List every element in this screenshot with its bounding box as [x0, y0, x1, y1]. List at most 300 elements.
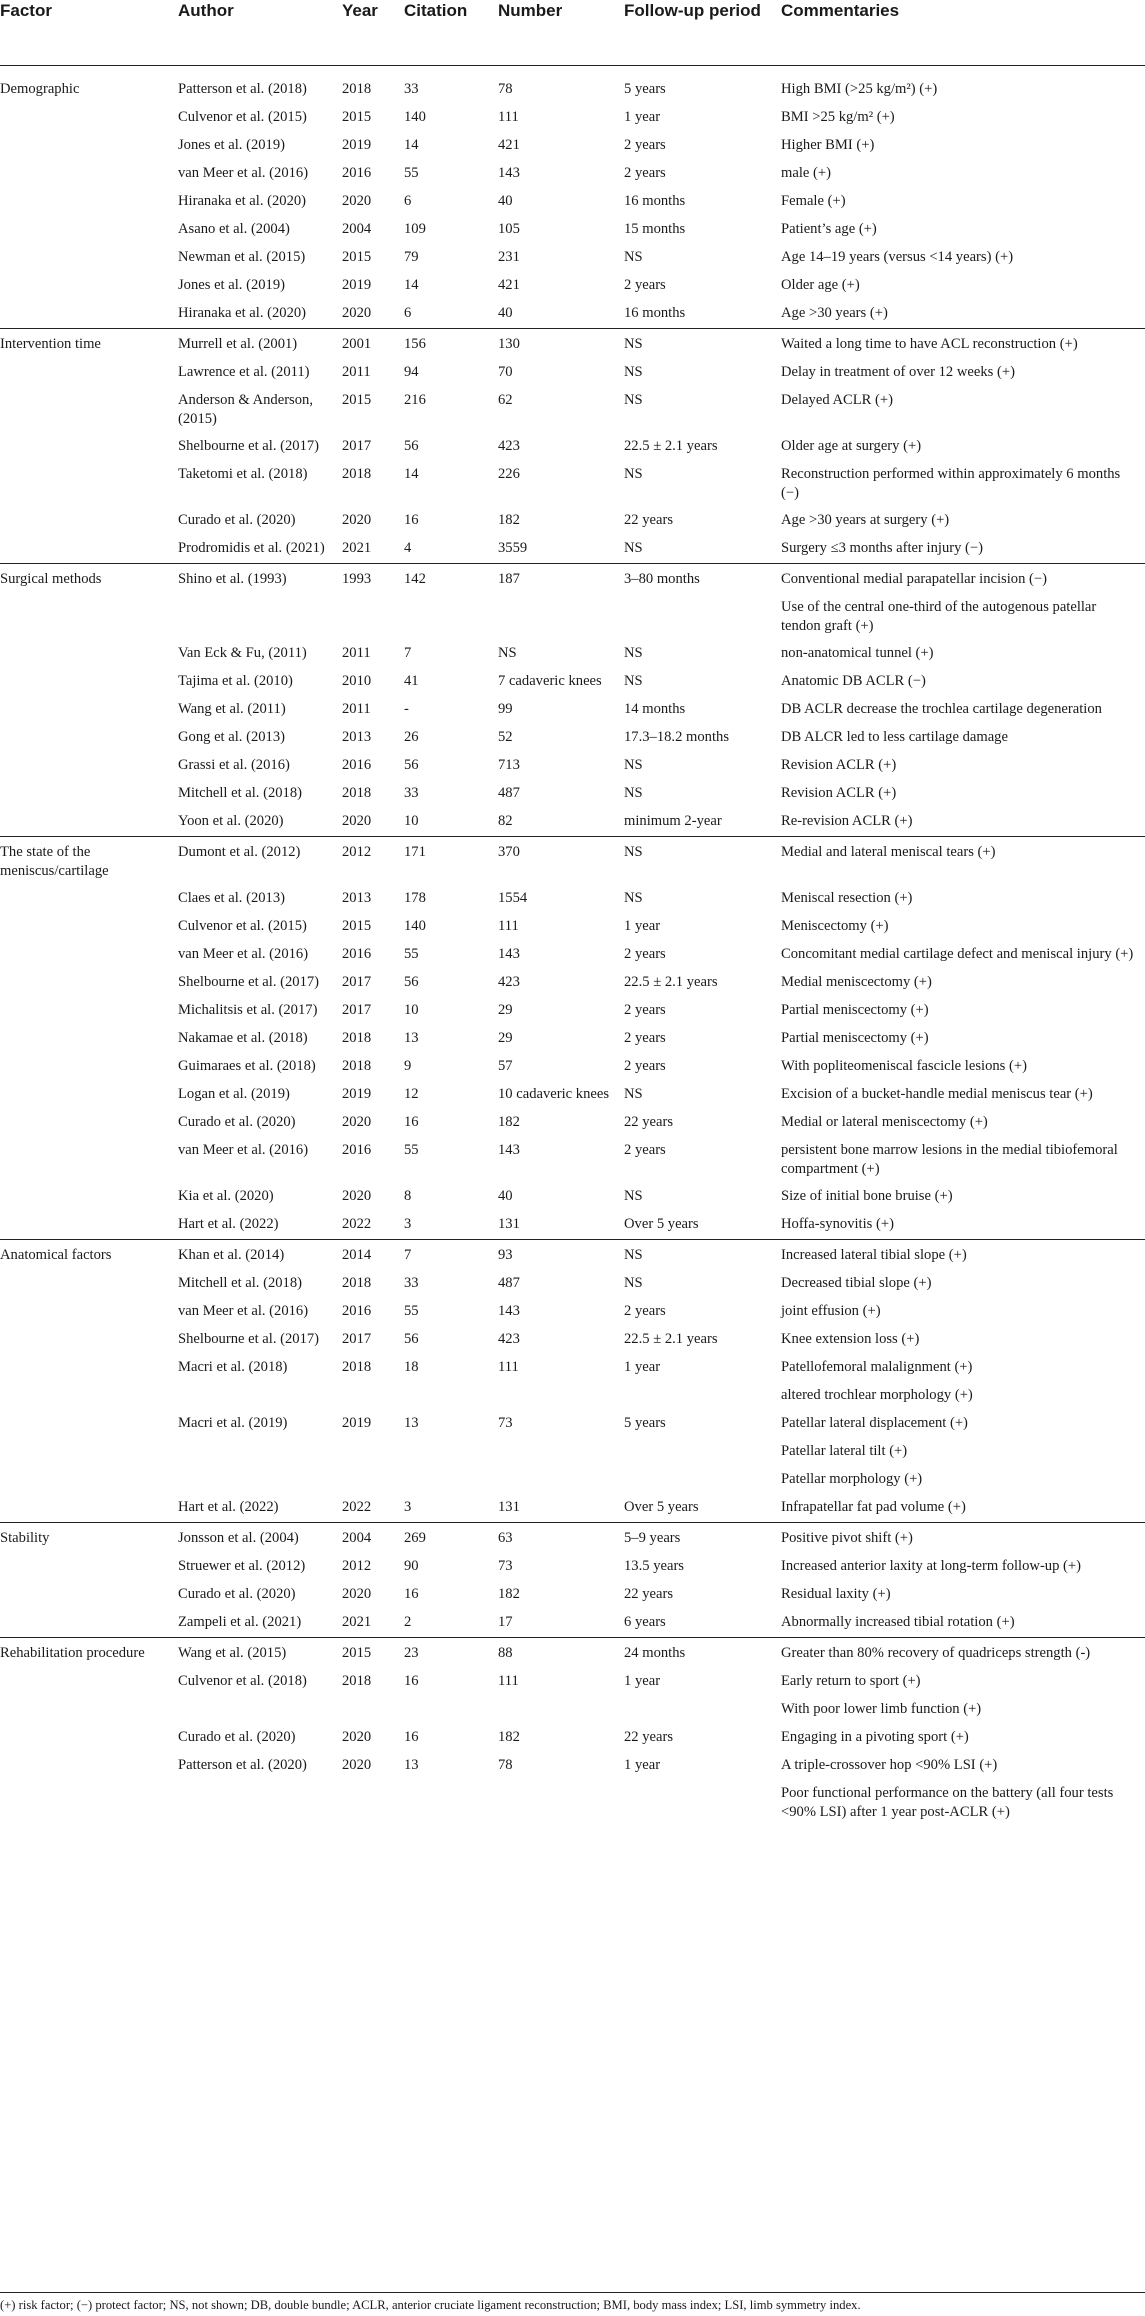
cell-citation: 171: [404, 837, 498, 886]
cell-number: 226: [498, 466, 520, 482]
cell-author: [178, 1438, 342, 1466]
table-row: [0, 837, 1145, 886]
cell-number: 88: [498, 1638, 624, 1669]
cell-number: 70: [498, 364, 513, 380]
cell-follow-up-period: 22 years: [624, 1729, 674, 1745]
cell-number: 182: [498, 512, 520, 528]
cell-commentary: Conventional medial parapatellar incision (−): [781, 564, 1145, 595]
cell-author: Khan et al. (2014): [178, 1240, 342, 1271]
cell-author: Culvenor et al. (2018): [178, 1673, 307, 1689]
cell-author: Logan et al. (2019): [178, 1086, 290, 1102]
cell-author: Shelbourne et al. (2017): [178, 1331, 320, 1347]
cell-factor-empty: [0, 1466, 178, 1494]
cell-commentary: Older age at surgery (+): [781, 438, 922, 454]
cell-citation: 16: [404, 1673, 419, 1689]
cell-follow-up-period: 13.5 years: [624, 1558, 684, 1574]
cell-factor-empty: [0, 1382, 178, 1410]
header-factor: Factor: [0, 0, 178, 66]
cell-commentary: Female (+): [781, 193, 846, 209]
cell-number: 130: [498, 329, 624, 360]
cell-year: 2015: [342, 392, 372, 408]
cell-citation: 16: [404, 1114, 419, 1130]
cell-number: [498, 1780, 624, 1826]
table-row: [0, 1668, 1145, 1696]
cell-number: 99: [498, 701, 513, 717]
cell-author: Asano et al. (2004): [178, 221, 290, 237]
cell-commentary: Positive pivot shift (+): [781, 1523, 1145, 1554]
cell-commentary: Increased anterior laxity at long-term follow-up (+): [781, 1558, 1081, 1574]
cell-citation: [404, 594, 498, 640]
cell-factor-empty: [0, 1581, 178, 1609]
cell-year: 2019: [342, 1415, 372, 1431]
cell-follow-up-period: [624, 1438, 781, 1466]
cell-author: Hiranaka et al. (2020): [178, 193, 307, 209]
cell-factor: The state of the meniscus/cartilage: [0, 837, 178, 886]
table-row: [0, 1137, 1145, 1183]
cell-number: 423: [498, 974, 520, 990]
cell-commentary: Surgery ≤3 months after injury (−): [781, 540, 984, 556]
cell-number: 40: [498, 305, 513, 321]
cell-author: Culvenor et al. (2015): [178, 109, 307, 125]
cell-author: Patterson et al. (2018): [178, 81, 307, 97]
cell-citation: 55: [404, 946, 419, 962]
cell-factor-empty: [0, 160, 178, 188]
cell-number: 3559: [498, 540, 528, 556]
cell-author: Curado et al. (2020): [178, 1729, 296, 1745]
cell-author: Wang et al. (2015): [178, 1638, 342, 1669]
cell-follow-up-period: NS: [624, 540, 643, 556]
cell-commentary: Waited a long time to have ACL reconstruction (+): [781, 329, 1145, 360]
cell-factor-empty: [0, 1109, 178, 1137]
cell-follow-up-period: 6 years: [624, 1614, 666, 1630]
cell-follow-up-period: 2 years: [624, 1002, 666, 1018]
cell-citation: 55: [404, 165, 419, 181]
cell-follow-up-period: 14 months: [624, 701, 686, 717]
cell-commentary: Partial meniscectomy (+): [781, 1030, 929, 1046]
cell-citation: 16: [404, 1586, 419, 1602]
table-row: [0, 1081, 1145, 1109]
cell-factor-empty: [0, 1668, 178, 1696]
table-row: [0, 188, 1145, 216]
cell-citation: 14: [404, 137, 419, 153]
cell-year: 2020: [342, 1114, 372, 1130]
cell-citation: [404, 1382, 498, 1410]
cell-follow-up-period: 2 years: [624, 1303, 666, 1319]
cell-year: 2004: [342, 221, 372, 237]
cell-commentary: Excision of a bucket-handle medial meniscus tear (+): [781, 1086, 1093, 1102]
cell-follow-up-period: 1 year: [624, 918, 661, 934]
cell-year: 2012: [342, 1558, 372, 1574]
header-commentaries: Commentaries: [781, 0, 1145, 66]
cell-citation: 6: [404, 305, 412, 321]
cell-number: 93: [498, 1240, 624, 1271]
cell-number: 182: [498, 1586, 520, 1602]
table-row: [0, 564, 1145, 595]
table-row: [0, 104, 1145, 132]
cell-number: [498, 1466, 624, 1494]
table-row: [0, 1109, 1145, 1137]
table-row: [0, 1025, 1145, 1053]
cell-factor-empty: [0, 1553, 178, 1581]
table-row: [0, 1053, 1145, 1081]
cell-year: [342, 1466, 404, 1494]
cell-citation: -: [404, 701, 409, 717]
cell-commentary: Early return to sport (+): [781, 1673, 921, 1689]
cell-commentary: Medial or lateral meniscectomy (+): [781, 1114, 988, 1130]
cell-follow-up-period: [624, 1696, 781, 1724]
cell-commentary: DB ACLR decrease the trochlea cartilage degeneration: [781, 701, 1102, 717]
cell-commentary: Use of the central one-third of the autogenous patellar tendon graft (+): [781, 599, 1097, 634]
cell-factor-empty: [0, 1780, 178, 1826]
cell-year: 2014: [342, 1240, 404, 1271]
table-header: [0, 0, 1145, 66]
cell-factor: Rehabilitation procedure: [0, 1638, 178, 1669]
table-row: [0, 969, 1145, 997]
cell-follow-up-period: 17.3–18.2 months: [624, 729, 729, 745]
cell-number: 421: [498, 137, 520, 153]
table-row: [0, 1410, 1145, 1438]
cell-number: [498, 594, 624, 640]
cell-follow-up-period: NS: [624, 329, 781, 360]
table-row: [0, 696, 1145, 724]
cell-commentary: joint effusion (+): [781, 1303, 881, 1319]
cell-factor: Surgical methods: [0, 564, 178, 595]
cell-number: 82: [498, 813, 513, 829]
cell-year: [342, 1780, 404, 1826]
cell-author: Taketomi et al. (2018): [178, 466, 308, 482]
cell-year: [342, 1438, 404, 1466]
cell-citation: 178: [404, 890, 426, 906]
cell-year: 2015: [342, 109, 372, 125]
cell-factor-empty: [0, 188, 178, 216]
cell-commentary: Concomitant medial cartilage defect and meniscal injury (+): [781, 946, 1134, 962]
cell-citation: 14: [404, 277, 419, 293]
cell-factor-empty: [0, 724, 178, 752]
cell-author: Lawrence et al. (2011): [178, 364, 310, 380]
cell-commentary: Patellar morphology (+): [781, 1471, 923, 1487]
cell-year: 2022: [342, 1216, 372, 1232]
cell-commentary: Size of initial bone bruise (+): [781, 1188, 953, 1204]
cell-commentary: Patellar lateral tilt (+): [781, 1443, 908, 1459]
cell-commentary: Revision ACLR (+): [781, 757, 897, 773]
cell-year: 2011: [342, 645, 371, 661]
cell-year: 2020: [342, 193, 372, 209]
cell-number: 105: [498, 221, 520, 237]
cell-factor-empty: [0, 1081, 178, 1109]
cell-number: 40: [498, 193, 513, 209]
cell-factor-empty: [0, 1137, 178, 1183]
table-row: [0, 1382, 1145, 1410]
cell-follow-up-period: NS: [624, 466, 643, 482]
table-row: [0, 387, 1145, 433]
cell-number: 131: [498, 1499, 520, 1515]
cell-author: Grassi et al. (2016): [178, 757, 290, 773]
cell-citation: 156: [404, 329, 498, 360]
cell-number: NS: [498, 645, 517, 661]
cell-follow-up-period: NS: [624, 890, 643, 906]
cell-number: 143: [498, 1142, 520, 1158]
cell-citation: [404, 1438, 498, 1466]
cell-follow-up-period: NS: [624, 364, 643, 380]
cell-author: Tajima et al. (2010): [178, 673, 293, 689]
cell-citation: 79: [404, 249, 419, 265]
cell-commentary: Medial and lateral meniscal tears (+): [781, 837, 1145, 886]
cell-factor: Demographic: [0, 81, 80, 97]
table-row: [0, 1183, 1145, 1211]
cell-author: Curado et al. (2020): [178, 512, 296, 528]
cell-commentary: Meniscectomy (+): [781, 918, 889, 934]
cell-factor-empty: [0, 535, 178, 564]
cell-commentary: A triple-crossover hop <90% LSI (+): [781, 1757, 998, 1773]
cell-commentary: Anatomic DB ACLR (−): [781, 673, 926, 689]
cell-year: 2010: [342, 673, 372, 689]
table-row: [0, 724, 1145, 752]
table-row: [0, 780, 1145, 808]
cell-commentary: Medial meniscectomy (+): [781, 974, 932, 990]
cell-citation: 18: [404, 1359, 419, 1375]
cell-number: 111: [498, 918, 519, 934]
table-row: [0, 1211, 1145, 1240]
cell-citation: 55: [404, 1303, 419, 1319]
cell-factor-empty: [0, 780, 178, 808]
cell-commentary: Engaging in a pivoting sport (+): [781, 1729, 969, 1745]
cell-follow-up-period: 2 years: [624, 165, 666, 181]
cell-citation: 90: [404, 1558, 419, 1574]
cell-citation: 216: [404, 392, 426, 408]
cell-year: 2018: [342, 466, 372, 482]
cell-factor-empty: [0, 1211, 178, 1240]
cell-citation: 8: [404, 1188, 412, 1204]
cell-number: 187: [498, 564, 624, 595]
cell-number: 7 cadaveric knees: [498, 673, 602, 689]
cell-author: Murrell et al. (2001): [178, 329, 342, 360]
table-row: [0, 535, 1145, 564]
cell-factor: Anatomical factors: [0, 1240, 178, 1271]
table-row: [0, 1354, 1145, 1382]
cell-follow-up-period: [624, 1466, 781, 1494]
cell-number: 10 cadaveric knees: [498, 1086, 610, 1102]
cell-author: Jones et al. (2019): [178, 137, 285, 153]
cell-author: Prodromidis et al. (2021): [178, 540, 325, 556]
cell-number: 143: [498, 1303, 520, 1319]
table-row: [0, 594, 1145, 640]
cell-number: 62: [498, 392, 513, 408]
cell-author: Shelbourne et al. (2017): [178, 438, 320, 454]
table-row: [0, 359, 1145, 387]
cell-year: 2020: [342, 1188, 372, 1204]
cell-author: van Meer et al. (2016): [178, 946, 309, 962]
table-row: [0, 1696, 1145, 1724]
cell-year: 2020: [342, 512, 372, 528]
cell-commentary: Residual laxity (+): [781, 1586, 891, 1602]
cell-number: 52: [498, 729, 513, 745]
cell-year: 2019: [342, 277, 372, 293]
cell-author: Mitchell et al. (2018): [178, 785, 303, 801]
cell-citation: 3: [404, 1216, 412, 1232]
cell-factor-empty: [0, 132, 178, 160]
table-row: [0, 244, 1145, 272]
cell-commentary: Decreased tibial slope (+): [781, 1275, 932, 1291]
cell-follow-up-period: 1 year: [624, 1757, 661, 1773]
cell-year: 2018: [342, 1673, 372, 1689]
cell-follow-up-period: 1 year: [624, 1673, 661, 1689]
cell-factor-empty: [0, 668, 178, 696]
cell-author: van Meer et al. (2016): [178, 165, 309, 181]
table-row: [0, 640, 1145, 668]
cell-year: 2018: [342, 1359, 372, 1375]
cell-year: 2016: [342, 165, 372, 181]
cell-follow-up-period: 22 years: [624, 1586, 674, 1602]
cell-author: [178, 594, 342, 640]
cell-citation: 26: [404, 729, 419, 745]
cell-citation: 269: [404, 1523, 498, 1554]
cell-citation: 4: [404, 540, 412, 556]
cell-year: 1993: [342, 564, 404, 595]
header-number: Number: [498, 0, 624, 66]
cell-commentary: male (+): [781, 165, 831, 181]
cell-year: 2018: [342, 1030, 372, 1046]
cell-commentary: Revision ACLR (+): [781, 785, 897, 801]
header-author: Author: [178, 0, 342, 66]
table-row: [0, 272, 1145, 300]
cell-follow-up-period: [624, 1780, 781, 1826]
cell-year: 2011: [342, 364, 371, 380]
cell-number: 73: [498, 1558, 513, 1574]
cell-follow-up-period: 5 years: [624, 1415, 666, 1431]
cell-number: 182: [498, 1114, 520, 1130]
table-row: [0, 433, 1145, 461]
cell-factor-empty: [0, 1696, 178, 1724]
cell-author: Nakamae et al. (2018): [178, 1030, 308, 1046]
cell-factor-empty: [0, 808, 178, 837]
cell-citation: 23: [404, 1638, 498, 1669]
cell-year: 2015: [342, 249, 372, 265]
table-body: [0, 66, 1145, 1827]
cell-citation: [404, 1696, 498, 1724]
cell-factor-empty: [0, 1053, 178, 1081]
cell-number: 111: [498, 1673, 519, 1689]
cell-factor-empty: [0, 1438, 178, 1466]
cell-year: 2020: [342, 813, 372, 829]
table-row: [0, 1638, 1145, 1669]
cell-author: Shelbourne et al. (2017): [178, 974, 320, 990]
cell-number: [498, 1438, 624, 1466]
cell-year: 2017: [342, 438, 372, 454]
cell-factor-empty: [0, 300, 178, 329]
cell-commentary: Re-revision ACLR (+): [781, 813, 913, 829]
table-row: [0, 808, 1145, 837]
cell-author: Macri et al. (2019): [178, 1415, 288, 1431]
cell-citation: 109: [404, 221, 426, 237]
cell-commentary: Reconstruction performed within approximately 6 months (−): [781, 466, 1121, 501]
cell-factor-empty: [0, 969, 178, 997]
cell-number: [498, 1696, 624, 1724]
cell-commentary: BMI >25 kg/m² (+): [781, 109, 895, 125]
cell-follow-up-period: 22 years: [624, 1114, 674, 1130]
cell-citation: 56: [404, 1331, 419, 1347]
cell-follow-up-period: NS: [624, 645, 643, 661]
cell-factor-empty: [0, 359, 178, 387]
cell-year: 2001: [342, 329, 404, 360]
cell-author: Guimaraes et al. (2018): [178, 1058, 316, 1074]
cell-author: Dumont et al. (2012): [178, 837, 342, 886]
cell-year: 2013: [342, 890, 372, 906]
cell-commentary: DB ALCR led to less cartilage damage: [781, 729, 1008, 745]
cell-number: 143: [498, 946, 520, 962]
cell-author: Michalitsis et al. (2017): [178, 1002, 318, 1018]
cell-year: 2015: [342, 918, 372, 934]
cell-author: [178, 1780, 342, 1826]
cell-year: 2016: [342, 1142, 372, 1158]
cell-follow-up-period: 2 years: [624, 1030, 666, 1046]
table-row: [0, 66, 1145, 105]
cell-citation: 16: [404, 512, 419, 528]
cell-commentary: Age >30 years (+): [781, 305, 888, 321]
cell-citation: 13: [404, 1415, 419, 1431]
cell-follow-up-period: Over 5 years: [624, 1216, 699, 1232]
table-row: [0, 1326, 1145, 1354]
cell-author: Hiranaka et al. (2020): [178, 305, 307, 321]
cell-commentary: persistent bone marrow lesions in the medial tibiofemoral compartment (+): [781, 1142, 1118, 1177]
header-follow-up-period: Follow-up period: [624, 0, 781, 66]
cell-number: 713: [498, 757, 520, 773]
cell-year: [342, 1382, 404, 1410]
cell-citation: 6: [404, 193, 412, 209]
cell-factor-empty: [0, 1326, 178, 1354]
cell-follow-up-period: NS: [624, 757, 643, 773]
cell-year: 2018: [342, 785, 372, 801]
cell-follow-up-period: 3–80 months: [624, 564, 781, 595]
cell-number: 370: [498, 837, 624, 886]
table-row: [0, 885, 1145, 913]
cell-commentary: Delayed ACLR (+): [781, 392, 893, 408]
cell-author: Zampeli et al. (2021): [178, 1614, 302, 1630]
cell-factor-empty: [0, 752, 178, 780]
cell-follow-up-period: NS: [624, 1240, 781, 1271]
table-row: [0, 160, 1145, 188]
cell-commentary: Infrapatellar fat pad volume (+): [781, 1499, 966, 1515]
cell-factor: Intervention time: [0, 329, 178, 360]
cell-citation: 140: [404, 918, 426, 934]
cell-year: 2016: [342, 1303, 372, 1319]
cell-year: 2013: [342, 729, 372, 745]
cell-commentary: Delay in treatment of over 12 weeks (+): [781, 364, 1015, 380]
cell-commentary: Knee extension loss (+): [781, 1331, 920, 1347]
cell-factor-empty: [0, 1410, 178, 1438]
cell-number: 17: [498, 1614, 513, 1630]
table-row: [0, 1780, 1145, 1826]
cell-year: 2021: [342, 540, 372, 556]
cell-year: 2016: [342, 757, 372, 773]
cell-citation: 14: [404, 466, 419, 482]
cell-author: Culvenor et al. (2015): [178, 918, 307, 934]
cell-year: 2017: [342, 974, 372, 990]
cell-year: 2020: [342, 1757, 372, 1773]
cell-author: Wang et al. (2011): [178, 701, 286, 717]
cell-author: Curado et al. (2020): [178, 1114, 296, 1130]
cell-author: Anderson & Anderson, (2015): [178, 392, 313, 427]
cell-citation: 140: [404, 109, 426, 125]
cell-author: Jonsson et al. (2004): [178, 1523, 342, 1554]
cell-year: 2020: [342, 1729, 372, 1745]
cell-number: 111: [498, 109, 519, 125]
cell-number: 231: [498, 249, 520, 265]
cell-number: 63: [498, 1523, 624, 1554]
cell-number: 78: [498, 1757, 513, 1773]
cell-follow-up-period: 2 years: [624, 277, 666, 293]
cell-number: 78: [498, 81, 513, 97]
cell-follow-up-period: 16 months: [624, 193, 686, 209]
